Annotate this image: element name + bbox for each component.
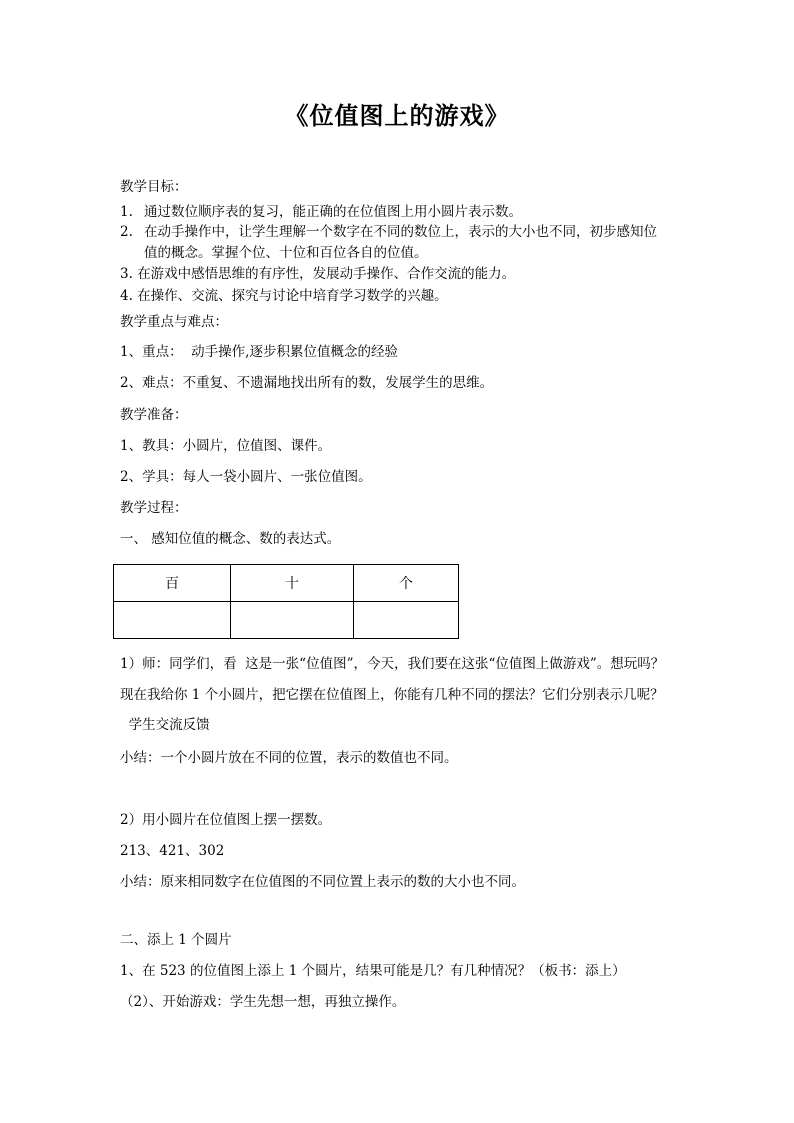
place-value-header-row bbox=[114, 565, 459, 602]
process-heading: 教学过程： bbox=[120, 500, 188, 516]
goal-item-2 bbox=[120, 223, 657, 241]
hundreds-header: 百 bbox=[114, 565, 231, 602]
focus-key: 1、重点： 动手操作,逐步积累位值概念的经验 bbox=[120, 344, 398, 360]
summary-2: 小结：原来相同数字在位值图的不同位置上表示的数的大小也不同。 bbox=[120, 874, 525, 890]
prep-heading: 教学准备： bbox=[120, 407, 188, 423]
place-value-chart bbox=[113, 564, 459, 639]
goal-item-1-text: 通过数位顺序表的复习，能正确的在位值图上用小圆片表示数。 bbox=[144, 204, 522, 220]
part2-question-1: 1、在 523 的位值图上添上 1 个圆片，结果可能是几？有几种情况？（板书：添上） bbox=[120, 963, 626, 979]
ones-header: 个 bbox=[354, 565, 459, 602]
page-title: 《位值图上的游戏》 bbox=[284, 101, 510, 130]
tens-header: 十 bbox=[231, 565, 354, 602]
goal-item-3 bbox=[120, 265, 515, 283]
ones-cell bbox=[354, 602, 459, 639]
prep-teacher: 1、教具：小圆片，位值图、课件。 bbox=[120, 438, 332, 454]
part1-step2-numbers: 213、421、302 bbox=[120, 843, 225, 859]
summary-1: 小结：一个小圆片放在不同的位置，表示的数值也不同。 bbox=[120, 750, 458, 766]
part2-question-2: （2）、开始游戏：学生先想一想，再独立操作。 bbox=[120, 994, 406, 1010]
goal-item-4-text: 在操作、交流、探究与讨论中培育学习数学的兴趣。 bbox=[137, 288, 448, 304]
goal-item-3-text: 在游戏中感悟思维的有序性，发展动手操作、合作交流的能力。 bbox=[137, 266, 516, 282]
goal-item-4 bbox=[120, 287, 448, 305]
part1-paragraph-line3: 学生交流反馈 bbox=[120, 717, 210, 733]
goal-item-2-text: 在动手操作中，让学生理解一个数字在不同的数位上，表示的大小也不同，初步感知位 bbox=[144, 224, 657, 240]
focus-heading: 教学重点与难点： bbox=[120, 314, 228, 330]
focus-difficult: 2、难点：不重复、不遗漏地找出所有的数，发展学生的思维。 bbox=[120, 375, 494, 391]
goal-item-3-num: 3. bbox=[120, 266, 133, 282]
goal-item-2-continuation: 值的概念。掌握个位、十位和百位各自的位值。 bbox=[144, 245, 428, 261]
goal-item-4-num: 4. bbox=[120, 288, 133, 304]
part1-step2: 2）用小圆片在位值图上摆一摆数。 bbox=[120, 812, 332, 828]
tens-cell bbox=[231, 602, 354, 639]
prep-student: 2、学具：每人一袋小圆片、一张位值图。 bbox=[120, 469, 372, 485]
part1-paragraph-line2: 现在我给你 1 个小圆片，把它摆在位值图上，你能有几种不同的摆法？它们分别表示几呢？ bbox=[120, 687, 664, 703]
hundreds-cell bbox=[114, 602, 231, 639]
goal-item-2-num: 2. bbox=[120, 224, 133, 240]
part2-heading: 二、添上 1 个圆片 bbox=[120, 932, 232, 948]
goal-item-1-num: 1. bbox=[120, 204, 133, 220]
part1-paragraph-line1: 1）师：同学们，看 这是一张“位值图”，今天，我们要在这张“位值图上做游戏”。想玩吗？ bbox=[120, 656, 665, 672]
goals-heading: 教学目标： bbox=[120, 179, 188, 195]
goal-item-1 bbox=[120, 203, 522, 221]
part1-heading: 一、 感知位值的概念、数的表达式。 bbox=[120, 531, 341, 547]
place-value-empty-row bbox=[114, 602, 459, 639]
